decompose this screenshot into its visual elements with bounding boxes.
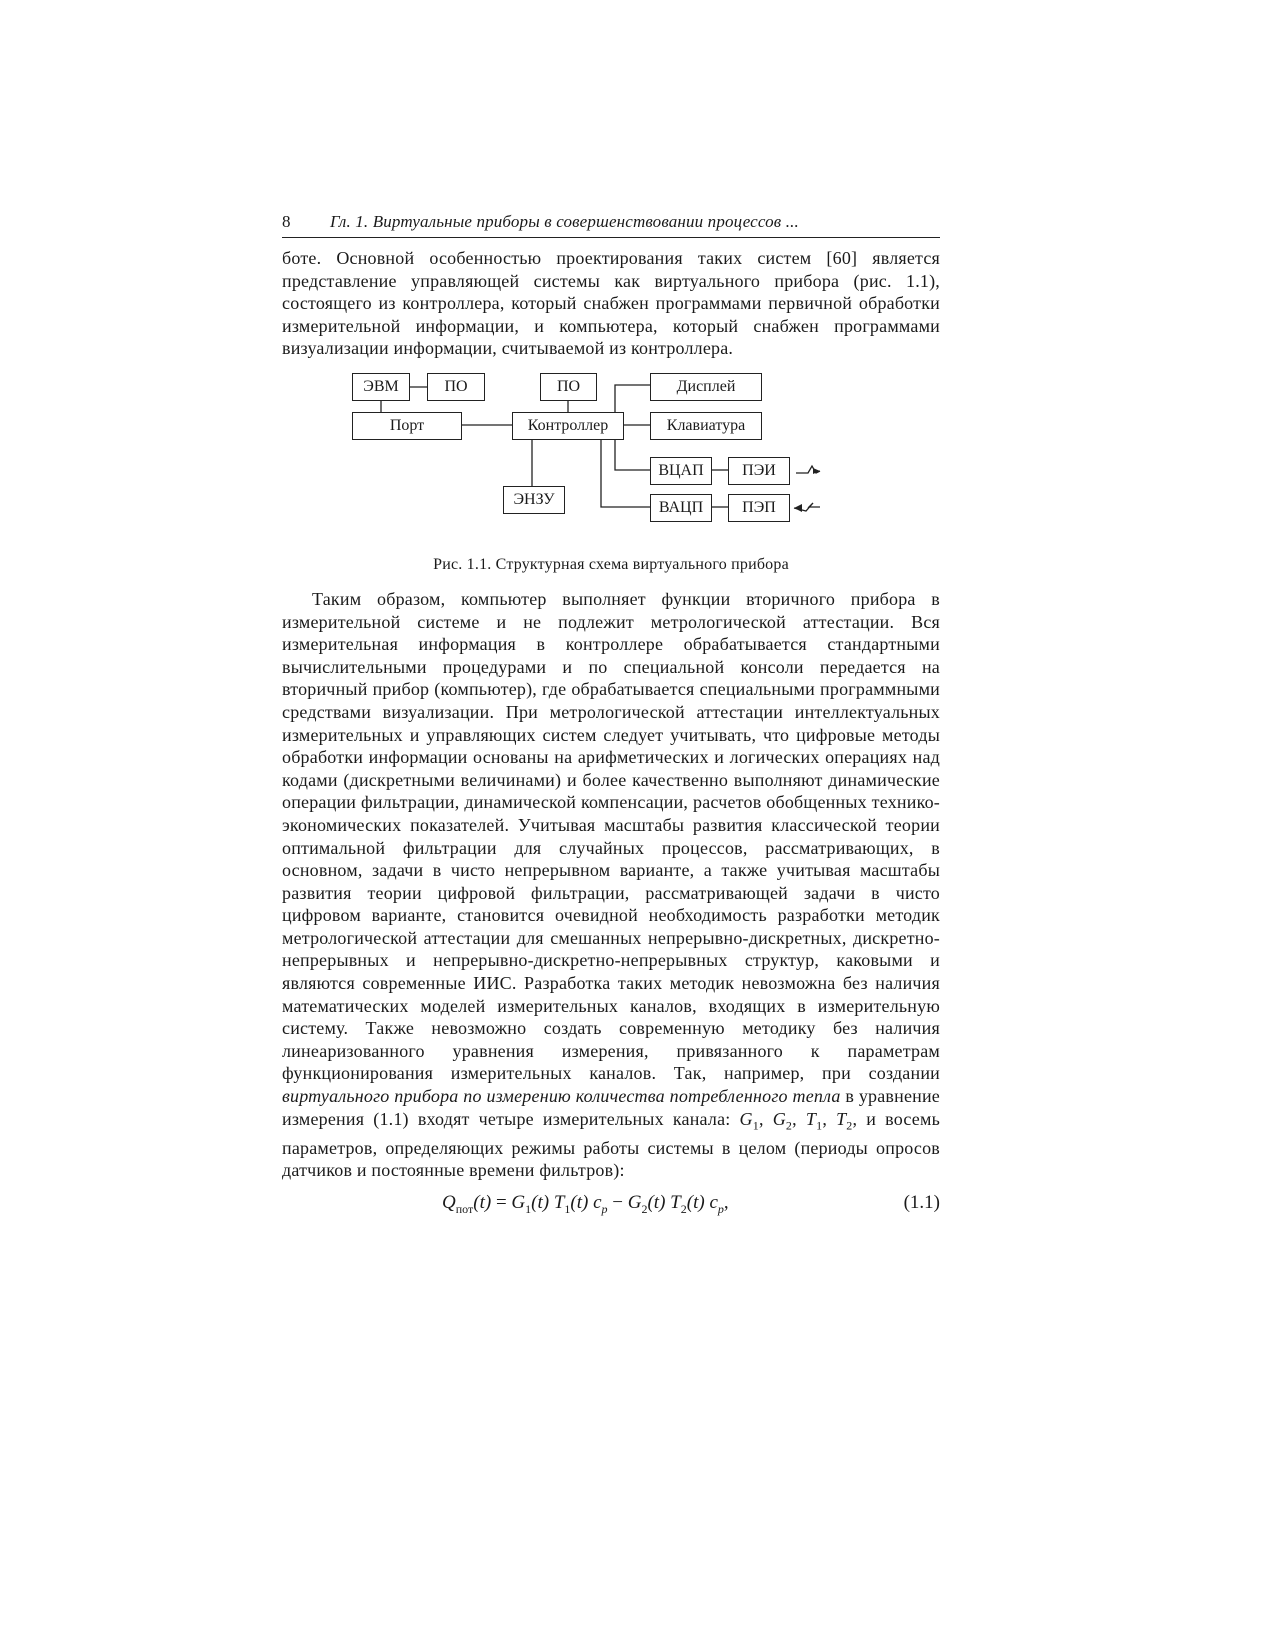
box-pei: ПЭИ: [728, 457, 790, 485]
box-vcap: ВЦАП: [650, 457, 712, 485]
paragraph-2: Таким образом, компьютер выполняет функции вторичного прибора в измерительной системе и не подлежит метрологической аттестации. Вся измерительная информация в контроллере обрабатывается стандартными вычислительными процедурами и по специальной консоли передается на вторичный прибор (компьютер), где обрабатывается специальными программными средствами визуализации. При метрологической аттестации интеллектуальных измерительных и управляющих систем следует учитывать, что цифровые методы обработки информации основаны на арифметических и логических операциях над кодами (дискретными величинами) и более качественно выполняют динамические операции фильтрации, динамической компенсации, расчетов обобщенных технико-экономических показателей. Учитывая масштабы развития классической теории оптимальной фильтрации для случайных процессов, рассматривающих, в основном, задачи в чисто непрерывном варианте, а также учитывая масштабы развития теории цифровой фильтрации, рассматривающей задачи в чисто цифровом варианте, становится очевидной необходимость разработки методик метрологической аттестации для смешанных непрерывно-дискретных, дискретно-непрерывных и непрерывно-дискретно-непрерывных структур, каковыми и являются современные ИИС. Разработка таких методик невозможна без наличия математических моделей измерительных каналов, входящих в измерительную систему. Также невозможно создать современную методику без наличия линеаризованного уравнения измерения, привязанного к параметрам функционирования измерительных каналов. Так, например, при создании виртуального прибора по измерению количества потребленного тепла в уравнение измерения (1.1) входят четыре измерительных канала: $G_1$, $G_2$, $T_1$, $T_2$, и восемь параметров, определяющих режимы работы системы в целом (периоды опросов датчиков и постоянные времени фильтров):: [282, 588, 940, 1181]
running-header: [282, 212, 940, 238]
box-port: Порт: [352, 412, 462, 440]
equation-number: (1.1): [903, 1192, 940, 1213]
box-evm: ЭВМ: [352, 373, 410, 401]
channel-g2: $G_2$: [772, 1108, 793, 1133]
box-enzu: ЭНЗУ: [503, 486, 565, 514]
box-display: Дисплей: [650, 373, 762, 401]
channel-t1: $T_1$: [805, 1108, 823, 1133]
box-keyboard: Клавиатура: [650, 412, 762, 440]
paragraph-1: боте. Основной особенностью проектирования таких систем [60] является представление управляющей системы как виртуального прибора (рис. 1.1), состоящего из контроллера, который снабжен программами первичной обработки измерительной информации, и компьютера, который снабжен программами визуализации информации, считываемой из контроллера.: [282, 248, 940, 359]
box-po-center: ПО: [540, 373, 597, 401]
connector-controller-vacp: [601, 439, 650, 507]
equation-1-1: [282, 1188, 940, 1222]
paragraph-2-emphasis: виртуального прибора по измерению количества потребленного тепла: [282, 1086, 841, 1107]
paragraph-2-text: Таким образом, компьютер выполняет функции вторичного прибора в измерительной системе и не подлежит метрологической аттестации. Вся измерительная информация в контроллере обрабатывается стандартными вычислительными процедурами и по специальной консоли передается на вторичный прибор (компьютер), где обрабатывается специальными программными средствами визуализации. При метрологической аттестации интеллектуальных измерительных и управляющих систем следует учитывать, что цифровые методы обработки информации основаны на арифметических и логических операциях над кодами (дискретными величинами) и более качественно выполняют динамические операции фильтрации, динамической компенсации, расчетов обобщенных технико-экономических показателей. Учитывая масштабы развития классической теории оптимальной фильтрации для случайных процессов, рассматривающих, в основном, задачи в чисто непрерывном варианте, а также учитывая масштабы развития теории цифровой фильтрации, рассматривающей задачи в чисто цифровом варианте, становится очевидной необходимость разработки методик метрологической аттестации для смешанных непрерывно-дискретных, дискретно-непрерывных и непрерывно-дискретно-непрерывных структур, каковыми и являются современные ИИС. Разработка таких методик невозможна без наличия математических моделей измерительных каналов, входящих в измерительную систему. Также невозможно создать современную методику без наличия линеаризованного уравнения измерения, привязанного к параметрам функционирования измерительных каналов. Так, например, при создании: [282, 588, 940, 1084]
running-title: Гл. 1. Виртуальные приборы в совершенствовании процессов ...: [330, 212, 799, 231]
paragraph-2-closing: , и восемь параметров, определяющих режимы работы системы в целом (периоды опросов датчиков и постоянные времени фильтров):: [282, 1108, 940, 1181]
page: [282, 212, 940, 1222]
channel-g1: $G_1$: [739, 1108, 759, 1133]
box-controller: Контроллер: [512, 412, 624, 440]
figure-caption: Рис. 1.1. Структурная схема виртуального прибора: [433, 555, 789, 573]
input-arrowhead-icon: [794, 504, 802, 512]
box-po-left: ПО: [427, 373, 485, 401]
figure-block-diagram: [282, 372, 940, 550]
paragraph-2-text-cont: в уравнение измерения (1.1) входят четыре измерительных канала:: [282, 1086, 940, 1129]
connector-controller-display: [615, 385, 650, 412]
connector-controller-vcap: [615, 439, 650, 470]
box-vacp: ВАЦП: [650, 494, 712, 522]
equation-expression: $Q_{пот}(t) = G_1(t)$ $T_1(t) c_p - G_2(t)$ $T_2(t)$ $c_p$,: [442, 1192, 729, 1216]
channel-t2: $T_2$: [836, 1108, 853, 1133]
box-pep: ПЭП: [728, 494, 790, 522]
page-number: 8: [282, 212, 291, 231]
